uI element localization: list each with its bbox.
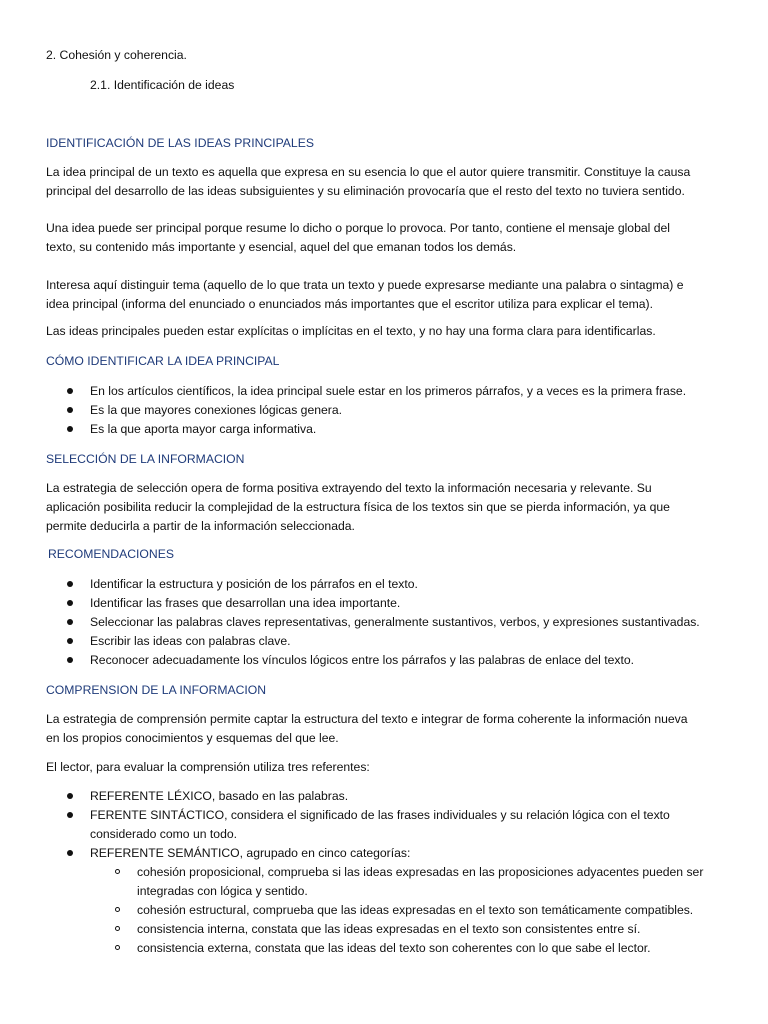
bullet-icon [67, 812, 73, 818]
heading-recomendaciones: RECOMENDACIONES [48, 547, 174, 561]
paragraph-line: Las ideas principales pueden estar explícitas o implícitas en el texto, y no hay una forma clara para identificarlas. [46, 324, 656, 338]
list-item: Identificar las frases que desarrollan una idea importante. [90, 596, 401, 610]
sublist-item: cohesión proposicional, comprueba si las ideas expresadas en las proposiciones adyacentes pueden ser [137, 865, 704, 879]
paragraph-line: permite deducirla a partir de la información seleccionada. [46, 519, 355, 533]
hollow-bullet-icon [115, 926, 120, 931]
list-item: Es la que mayores conexiones lógicas genera. [90, 403, 343, 417]
heading-ideas-principales: IDENTIFICACIÓN DE LAS IDEAS PRINCIPALES [46, 136, 314, 150]
subsection-title: 2.1. Identificación de ideas [90, 78, 235, 92]
list-item: Identificar la estructura y posición de los párrafos en el texto. [90, 577, 418, 591]
list-item: FERENTE SINTÁCTICO, considera el significado de las frases individuales y su relación lógica con el texto [90, 808, 670, 822]
paragraph-line: Una idea puede ser principal porque resume lo dicho o porque lo provoca. Por tanto, contiene el mensaje global del [46, 221, 670, 235]
paragraph-line: texto, su contenido más importante y esencial, aquel del que emanan todos los demás. [46, 240, 517, 254]
bullet-icon [67, 407, 73, 413]
paragraph-line: La idea principal de un texto es aquella que expresa en su esencia lo que el autor quiere transmitir. Constituye la causa [46, 165, 691, 179]
bullet-icon [67, 388, 73, 394]
sublist-item-continuation: integradas con lógica y sentido. [137, 884, 308, 898]
sublist-item: consistencia interna, constata que las ideas expresadas en el texto son consistentes entre sí. [137, 922, 641, 936]
heading-comprension: COMPRENSION DE LA INFORMACION [46, 683, 267, 697]
sublist-item: consistencia externa, constata que las ideas del texto son coherentes con lo que sabe el lector. [137, 941, 651, 955]
hollow-bullet-icon [115, 945, 120, 950]
paragraph-line: principal del desarrollo de las ideas subsiguientes y su eliminación provocaría que el resto del texto no tuviera sentido. [46, 184, 685, 198]
bullet-icon [67, 657, 73, 663]
sublist-item: cohesión estructural, comprueba que las ideas expresadas en el texto son temáticamente compatibles. [137, 903, 694, 917]
bullet-icon [67, 426, 73, 432]
paragraph-line: en los propios conocimientos y esquemas del que lee. [46, 731, 339, 745]
list-item: Es la que aporta mayor carga informativa. [90, 422, 317, 436]
heading-como-identificar: CÓMO IDENTIFICAR LA IDEA PRINCIPAL [46, 354, 280, 368]
list-item-continuation: considerado como un todo. [90, 827, 238, 841]
paragraph-line: idea principal (informa del enunciado o enunciados más importantes que el escritor utiliza para explicar el tema). [46, 297, 653, 311]
list-item: Escribir las ideas con palabras clave. [90, 634, 291, 648]
hollow-bullet-icon [115, 907, 120, 912]
list-item: En los artículos científicos, la idea principal suele estar en los primeros párrafos, y a veces es la primera frase. [90, 384, 687, 398]
list-item: REFERENTE LÉXICO, basado en las palabras. [90, 789, 349, 803]
bullet-icon [67, 793, 73, 799]
list-item: REFERENTE SEMÁNTICO, agrupado en cinco categorías: [90, 846, 411, 860]
list-item: Reconocer adecuadamente los vínculos lógicos entre los párrafos y las palabras de enlace del texto. [90, 653, 635, 667]
list-item: Seleccionar las palabras claves representativas, generalmente sustantivos, verbos, y expresiones sustantivadas. [90, 615, 700, 629]
section-title: 2. Cohesión y coherencia. [46, 48, 187, 62]
bullet-icon [67, 638, 73, 644]
paragraph-line: Interesa aquí distinguir tema (aquello de lo que trata un texto y puede expresarse mediante una palabra o sintagma) e [46, 278, 684, 292]
hollow-bullet-icon [115, 869, 120, 874]
bullet-icon [67, 619, 73, 625]
paragraph-line: La estrategia de selección opera de forma positiva extrayendo del texto la información necesaria y relevante. Su [46, 481, 652, 495]
bullet-icon [67, 600, 73, 606]
heading-seleccion: SELECCIÓN DE LA INFORMACION [46, 452, 245, 466]
paragraph-line: El lector, para evaluar la comprensión utiliza tres referentes: [46, 760, 370, 774]
bullet-icon [67, 850, 73, 856]
paragraph-line: La estrategia de comprensión permite captar la estructura del texto e integrar de forma coherente la información nueva [46, 712, 688, 726]
paragraph-line: aplicación posibilita reducir la complejidad de la estructura física de los textos sin que se pierda información, ya que [46, 500, 670, 514]
bullet-icon [67, 581, 73, 587]
